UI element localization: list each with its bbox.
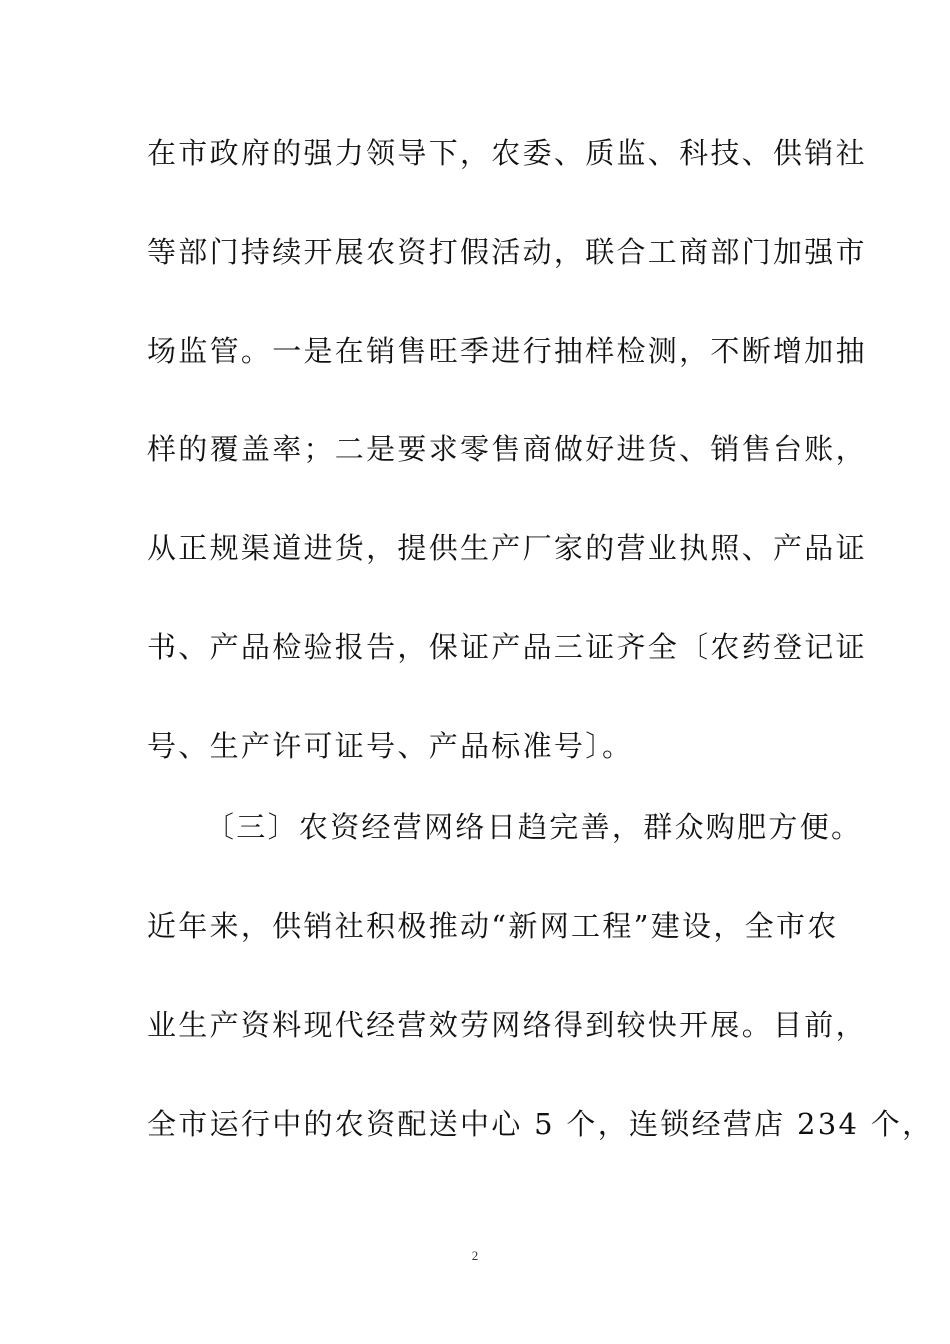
paragraph-line-6: 书、产品检验报告，保证产品三证齐全〔农药登记证 <box>147 630 867 664</box>
section-heading: 〔三〕农资经营网络日趋完善，群众购肥方便。 <box>205 810 863 844</box>
paragraph-line-9: 业生产资料现代经营效劳网络得到较快开展。目前， <box>147 1008 867 1042</box>
paragraph-line-8: 近年来，供销社积极推动“新网工程”建设，全市农 <box>147 909 839 943</box>
paragraph-line-4: 样的覆盖率；二是要求零售商做好进货、销售台账， <box>147 432 867 466</box>
paragraph-line-3: 场监管。一是在销售旺季进行抽样检测，不断增加抽 <box>147 334 867 368</box>
paragraph-line-2: 等部门持续开展农资打假活动，联合工商部门加强市 <box>147 235 867 269</box>
paragraph-line-10: 全市运行中的农资配送中心 5 个，连锁经营店 234 个， <box>147 1107 934 1141</box>
paragraph-line-1: 在市政府的强力领导下，农委、质监、科技、供销社 <box>147 136 867 170</box>
paragraph-line-7: 号、生产许可证号、产品标准号〕。 <box>147 729 634 763</box>
paragraph-line-5: 从正规渠道进货，提供生产厂家的营业执照、产品证 <box>147 531 867 565</box>
page-number: 2 <box>471 1248 479 1263</box>
